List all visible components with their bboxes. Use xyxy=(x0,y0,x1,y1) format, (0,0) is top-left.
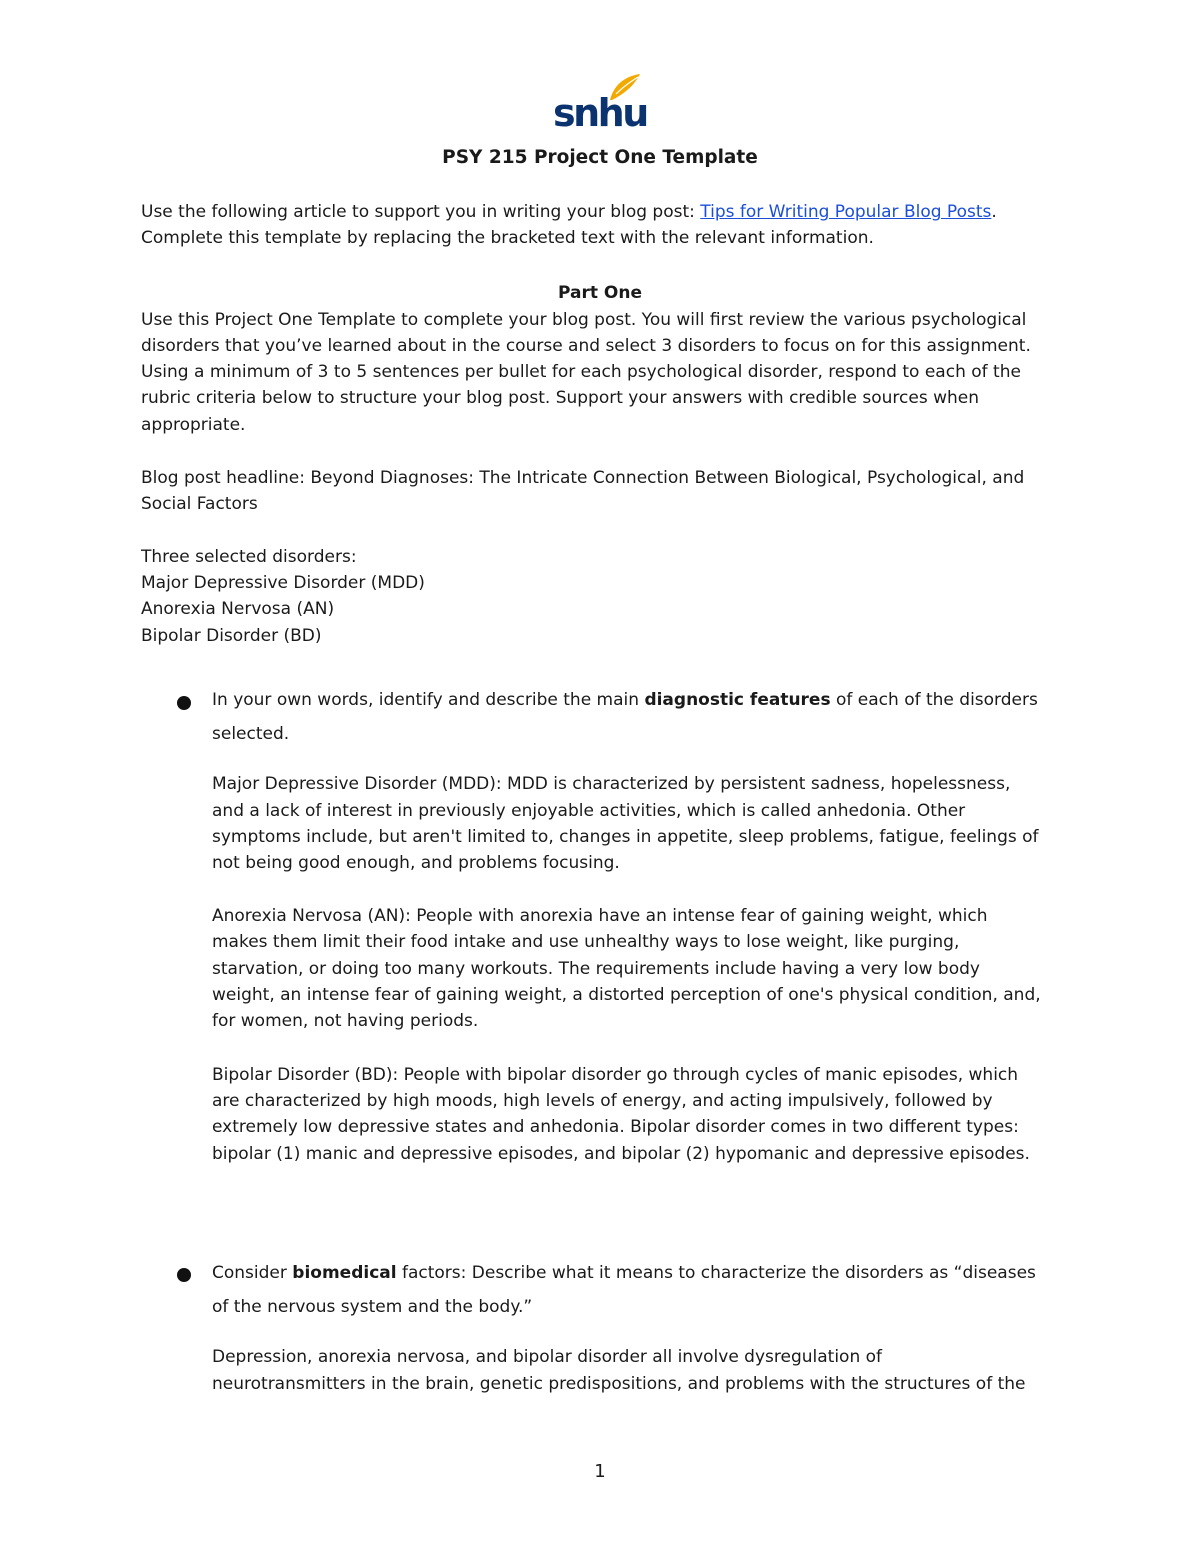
disorder-item: Anorexia Nervosa (AN) xyxy=(141,599,335,619)
logo-wordmark: snhu xyxy=(553,91,647,135)
bullet-1-bold: diagnostic features xyxy=(644,690,831,710)
intro-suffix: . xyxy=(991,202,997,222)
disorders-label: Three selected disorders: xyxy=(141,547,357,567)
bullet-2-bold: biomedical xyxy=(292,1263,397,1283)
intro-line-2: Complete this template by replacing the bracketed text with the relevant information. xyxy=(141,228,874,248)
an-line: starvation, or doing too many workouts. The requirements include having a very low body xyxy=(212,959,980,979)
bd-line: bipolar (1) manic and depressive episodes, and bipolar (2) hypomanic and depressive episodes. xyxy=(212,1144,1030,1164)
part-one-text-line: disorders that you’ve learned about in the course and select 3 disorders to focus on for this assignment. xyxy=(141,336,1031,356)
bd-line: Bipolar Disorder (BD): People with bipolar disorder go through cycles of manic episodes, which xyxy=(212,1065,1019,1085)
disorder-item: Major Depressive Disorder (MDD) xyxy=(141,573,425,593)
an-line: weight, an intense fear of gaining weight, a distorted perception of one's physical condition, and, xyxy=(212,985,1041,1005)
tips-article-link[interactable]: Tips for Writing Popular Blog Posts xyxy=(700,202,992,222)
mdd-line: not being good enough, and problems focusing. xyxy=(212,853,620,873)
part-one-text-line: Using a minimum of 3 to 5 sentences per bullet for each psychological disorder, respond to each of the xyxy=(141,362,1021,382)
an-line: makes them limit their food intake and use unhealthy ways to lose weight, like purging, xyxy=(212,932,960,952)
part-one-text-line: appropriate. xyxy=(141,415,246,435)
bd-line: are characterized by high moods, high levels of energy, and acting impulsively, followed by xyxy=(212,1091,993,1111)
bullet-icon xyxy=(177,1268,191,1282)
intro-line-1 xyxy=(141,199,997,225)
page-title: PSY 215 Project One Template xyxy=(442,147,758,168)
part-one-text-line: Use this Project One Template to complete your blog post. You will first review the various psychological xyxy=(141,310,1027,330)
part-one-heading: Part One xyxy=(558,283,642,303)
an-line: Anorexia Nervosa (AN): People with anorexia have an intense fear of gaining weight, which xyxy=(212,906,988,926)
part-one-text-line: rubric criteria below to structure your blog post. Support your answers with credible sources when xyxy=(141,388,980,408)
bullet-icon xyxy=(177,696,191,710)
bd-line: extremely low depressive states and anhedonia. Bipolar disorder comes in two different types: xyxy=(212,1117,1019,1137)
mdd-line: and a lack of interest in previously enjoyable activities, which is called anhedonia. Other xyxy=(212,801,966,821)
bullet-2-prompt-line-2: of the nervous system and the body.” xyxy=(212,1297,533,1317)
blog-headline-line: Blog post headline: Beyond Diagnoses: The Intricate Connection Between Biological, Psychological, and xyxy=(141,468,1025,488)
bullet-2-prefix: Consider xyxy=(212,1263,293,1283)
an-line: for women, not having periods. xyxy=(212,1011,479,1031)
biomedical-body-line: Depression, anorexia nervosa, and bipolar disorder all involve dysregulation of xyxy=(212,1347,883,1367)
disorder-item: Bipolar Disorder (BD) xyxy=(141,626,322,646)
intro-prefix: Use the following article to support you in writing your blog post: xyxy=(141,202,701,222)
mdd-line: Major Depressive Disorder (MDD): MDD is characterized by persistent sadness, hopelessness, xyxy=(212,774,1011,794)
bullet-2-suffix: factors: Describe what it means to characterize the disorders as “diseases xyxy=(396,1263,1036,1283)
bullet-2-prompt xyxy=(212,1260,1036,1286)
blog-headline-line: Social Factors xyxy=(141,494,258,514)
page-number: 1 xyxy=(594,1461,606,1482)
bullet-1-prefix: In your own words, identify and describe the main xyxy=(212,690,645,710)
mdd-line: symptoms include, but aren't limited to, changes in appetite, sleep problems, fatigue, feelings of xyxy=(212,827,1039,847)
snhu-logo xyxy=(550,72,646,138)
bullet-1-prompt xyxy=(212,687,1038,713)
bullet-1-prompt-line-2: selected. xyxy=(212,724,290,744)
biomedical-body-line: neurotransmitters in the brain, genetic predispositions, and problems with the structures of the xyxy=(212,1374,1026,1394)
bullet-1-suffix: of each of the disorders xyxy=(830,690,1038,710)
